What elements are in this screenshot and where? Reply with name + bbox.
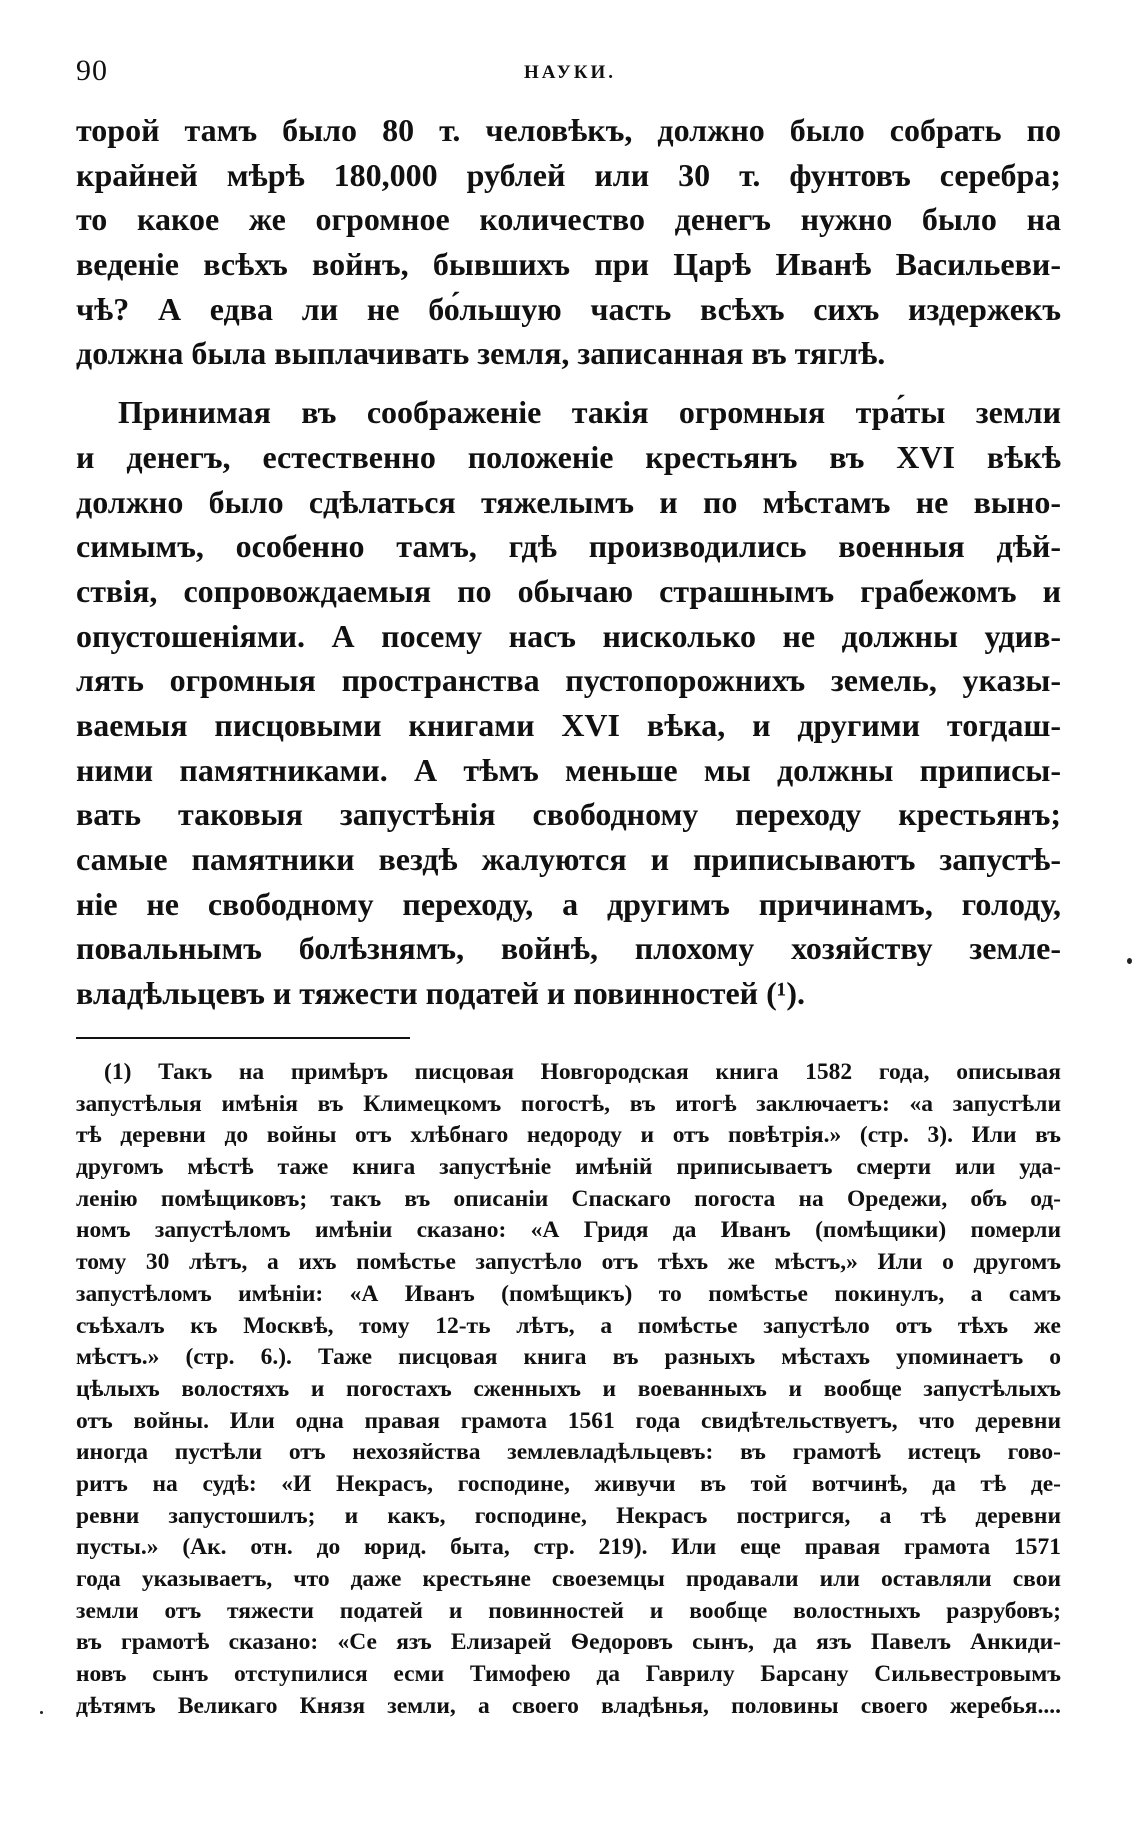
footnote-line: цѣлыхъ волостяхъ и погостахъ сженныхъ и воеванныхъ и вообще запустѣлыхъ [76,1375,1061,1402]
footnote-line: иногда пустѣли отъ нехозяйства землевладѣльцевъ: въ грамотѣ истецъ гово- [76,1439,1061,1466]
footnote-line: ленію помѣщиковъ; такъ въ описаніи Спаскаго погоста на Оредежи, объ од- [76,1185,1061,1212]
text-line: ваемыя писцовыми книгами XVI вѣка, и другими тогдаш- [76,706,1061,743]
footnote-line: отъ войны. Или одна правая грамота 1561 года свидѣтельствуетъ, что деревни [76,1407,1061,1434]
text-line: чѣ? А едва ли не бо́льшую часть всѣхъ сихъ издержекъ [76,290,1061,327]
text-line: самые памятники вездѣ жалуются и приписываютъ запустѣ- [76,841,1061,877]
page-number: 90 [76,54,108,87]
text-line: ствія, сопровождаемыя по обычаю страшнымъ грабежомъ и [76,572,1061,609]
footnote-line: ритъ на судѣ: «И Некрасъ, господине, живучи въ той вотчинѣ, да тѣ де- [76,1470,1061,1497]
footnote-line: тому 30 лѣтъ, а ихъ помѣстье запустѣло отъ тѣхъ же мѣстъ,» Или о другомъ [76,1249,1061,1276]
footnote-line: земли отъ тяжести податей и повинностей и вообще волостныхъ разрубовъ; [76,1597,1061,1624]
text-line: и денегъ, естественно положеніе крестьянъ въ XVI вѣкѣ [76,438,1061,475]
text-line: крайней мѣрѣ 180,000 рублей или 30 т. фунтовъ серебра; [76,156,1061,193]
text-line: вать таковыя запустѣнія свободному переходу крестьянъ; [76,796,1061,833]
footnote-line: въ грамотѣ сказано: «Се язъ Елизарей Ѳедоровъ сынъ, да язъ Павелъ Анкиди- [76,1629,1061,1656]
text-line: симымъ, особенно тамъ, гдѣ производились военныя дѣй- [76,528,1061,565]
footnote-line: запустѣломъ имѣніи: «А Иванъ (помѣщикъ) то помѣстье покинулъ, а самъ [76,1280,1061,1307]
footnote-separator [76,1037,410,1039]
running-title: НАУКИ. [523,62,617,83]
footnote [76,1057,1061,1722]
footnote-line: пусты.» (Ак. отн. до юрид. быта, стр. 219). Или еще правая грамота 1571 [76,1534,1061,1561]
text-line: торой тамъ было 80 т. человѣкъ, должно было собрать по [76,112,1061,148]
paragraph-1 [76,108,1061,376]
footnote-line: тѣ деревни до войны отъ хлѣбнаго недороду и отъ повѣтрія.» (стр. 3). Или въ [76,1122,1061,1149]
footnote-line: новъ сынъ отступилися есми Тимофею да Гаврилу Барсану Сильвестровымъ [76,1661,1061,1688]
footnote-line: ревни запустошилъ; и какъ, господине, Некрасъ постригся, а тѣ деревни [76,1502,1061,1529]
ink-speck [40,1711,43,1714]
footnote-line: (1) Такъ на примѣръ писцовая Новгородская книга 1582 года, описывая [104,1059,1061,1085]
footnote-line: номъ запустѣломъ имѣніи сказано: «А Гридя да Иванъ (помѣщики) померли [76,1217,1061,1244]
text-line: повальнымъ болѣзнямъ, войнѣ, плохому хозяйству земле- [76,930,1061,967]
text-line: веденіе всѣхъ войнъ, бывшихъ при Царѣ Иванѣ Васильеви- [76,246,1061,283]
text-line: ніе не свободному переходу, а другимъ причинамъ, голоду, [76,885,1061,922]
footnote-line: мѣстъ.» (стр. 6.). Таже писцовая книга въ разныхъ мѣстахъ упоминаетъ о [76,1344,1061,1371]
text-line: ними памятниками. А тѣмъ меньше мы должны приписы- [76,751,1061,788]
text-line: опустошеніями. А посему насъ нисколько не должны удив- [76,617,1061,654]
text-line: владѣльцевъ и тяжести податей и повинностей (¹). [76,975,806,1012]
footnote-line: дѣтямъ Великаго Князя земли, а своего владѣнья, половины своего жеребья.... [76,1692,1061,1719]
paragraph-gap [76,376,1061,390]
footnote-line: года указываетъ, что даже крестьяне своеземцы продавали или оставляли свои [76,1566,1061,1592]
text-line: должна была выплачивать земля, записанная въ тяглѣ. [76,335,886,372]
main-text [76,108,1061,1016]
ink-speck [1127,958,1132,964]
text-line: лять огромныя пространства пустопорожнихъ земель, указы- [76,662,1061,699]
text-line: Принимая въ соображеніе такія огромныя тра́ты земли [118,394,1061,431]
footnote-line: запустѣлыя имѣнія въ Климецкомъ погостѣ, въ итогѣ заключаетъ: «а запустѣли [76,1090,1061,1117]
footnote-line: другомъ мѣстѣ таже книга запустѣніе имѣній приписываетъ смерти или уда- [76,1154,1061,1181]
text-line: то какое же огромное количество денегъ нужно было на [76,201,1061,238]
text-line: должно было сдѣлаться тяжелымъ и по мѣстамъ не выно- [76,483,1061,520]
paragraph-2 [76,390,1061,1016]
footnote-line: съѣхалъ къ Москвѣ, тому 12-ть лѣтъ, а помѣстье запустѣло отъ тѣхъ же [76,1312,1061,1339]
